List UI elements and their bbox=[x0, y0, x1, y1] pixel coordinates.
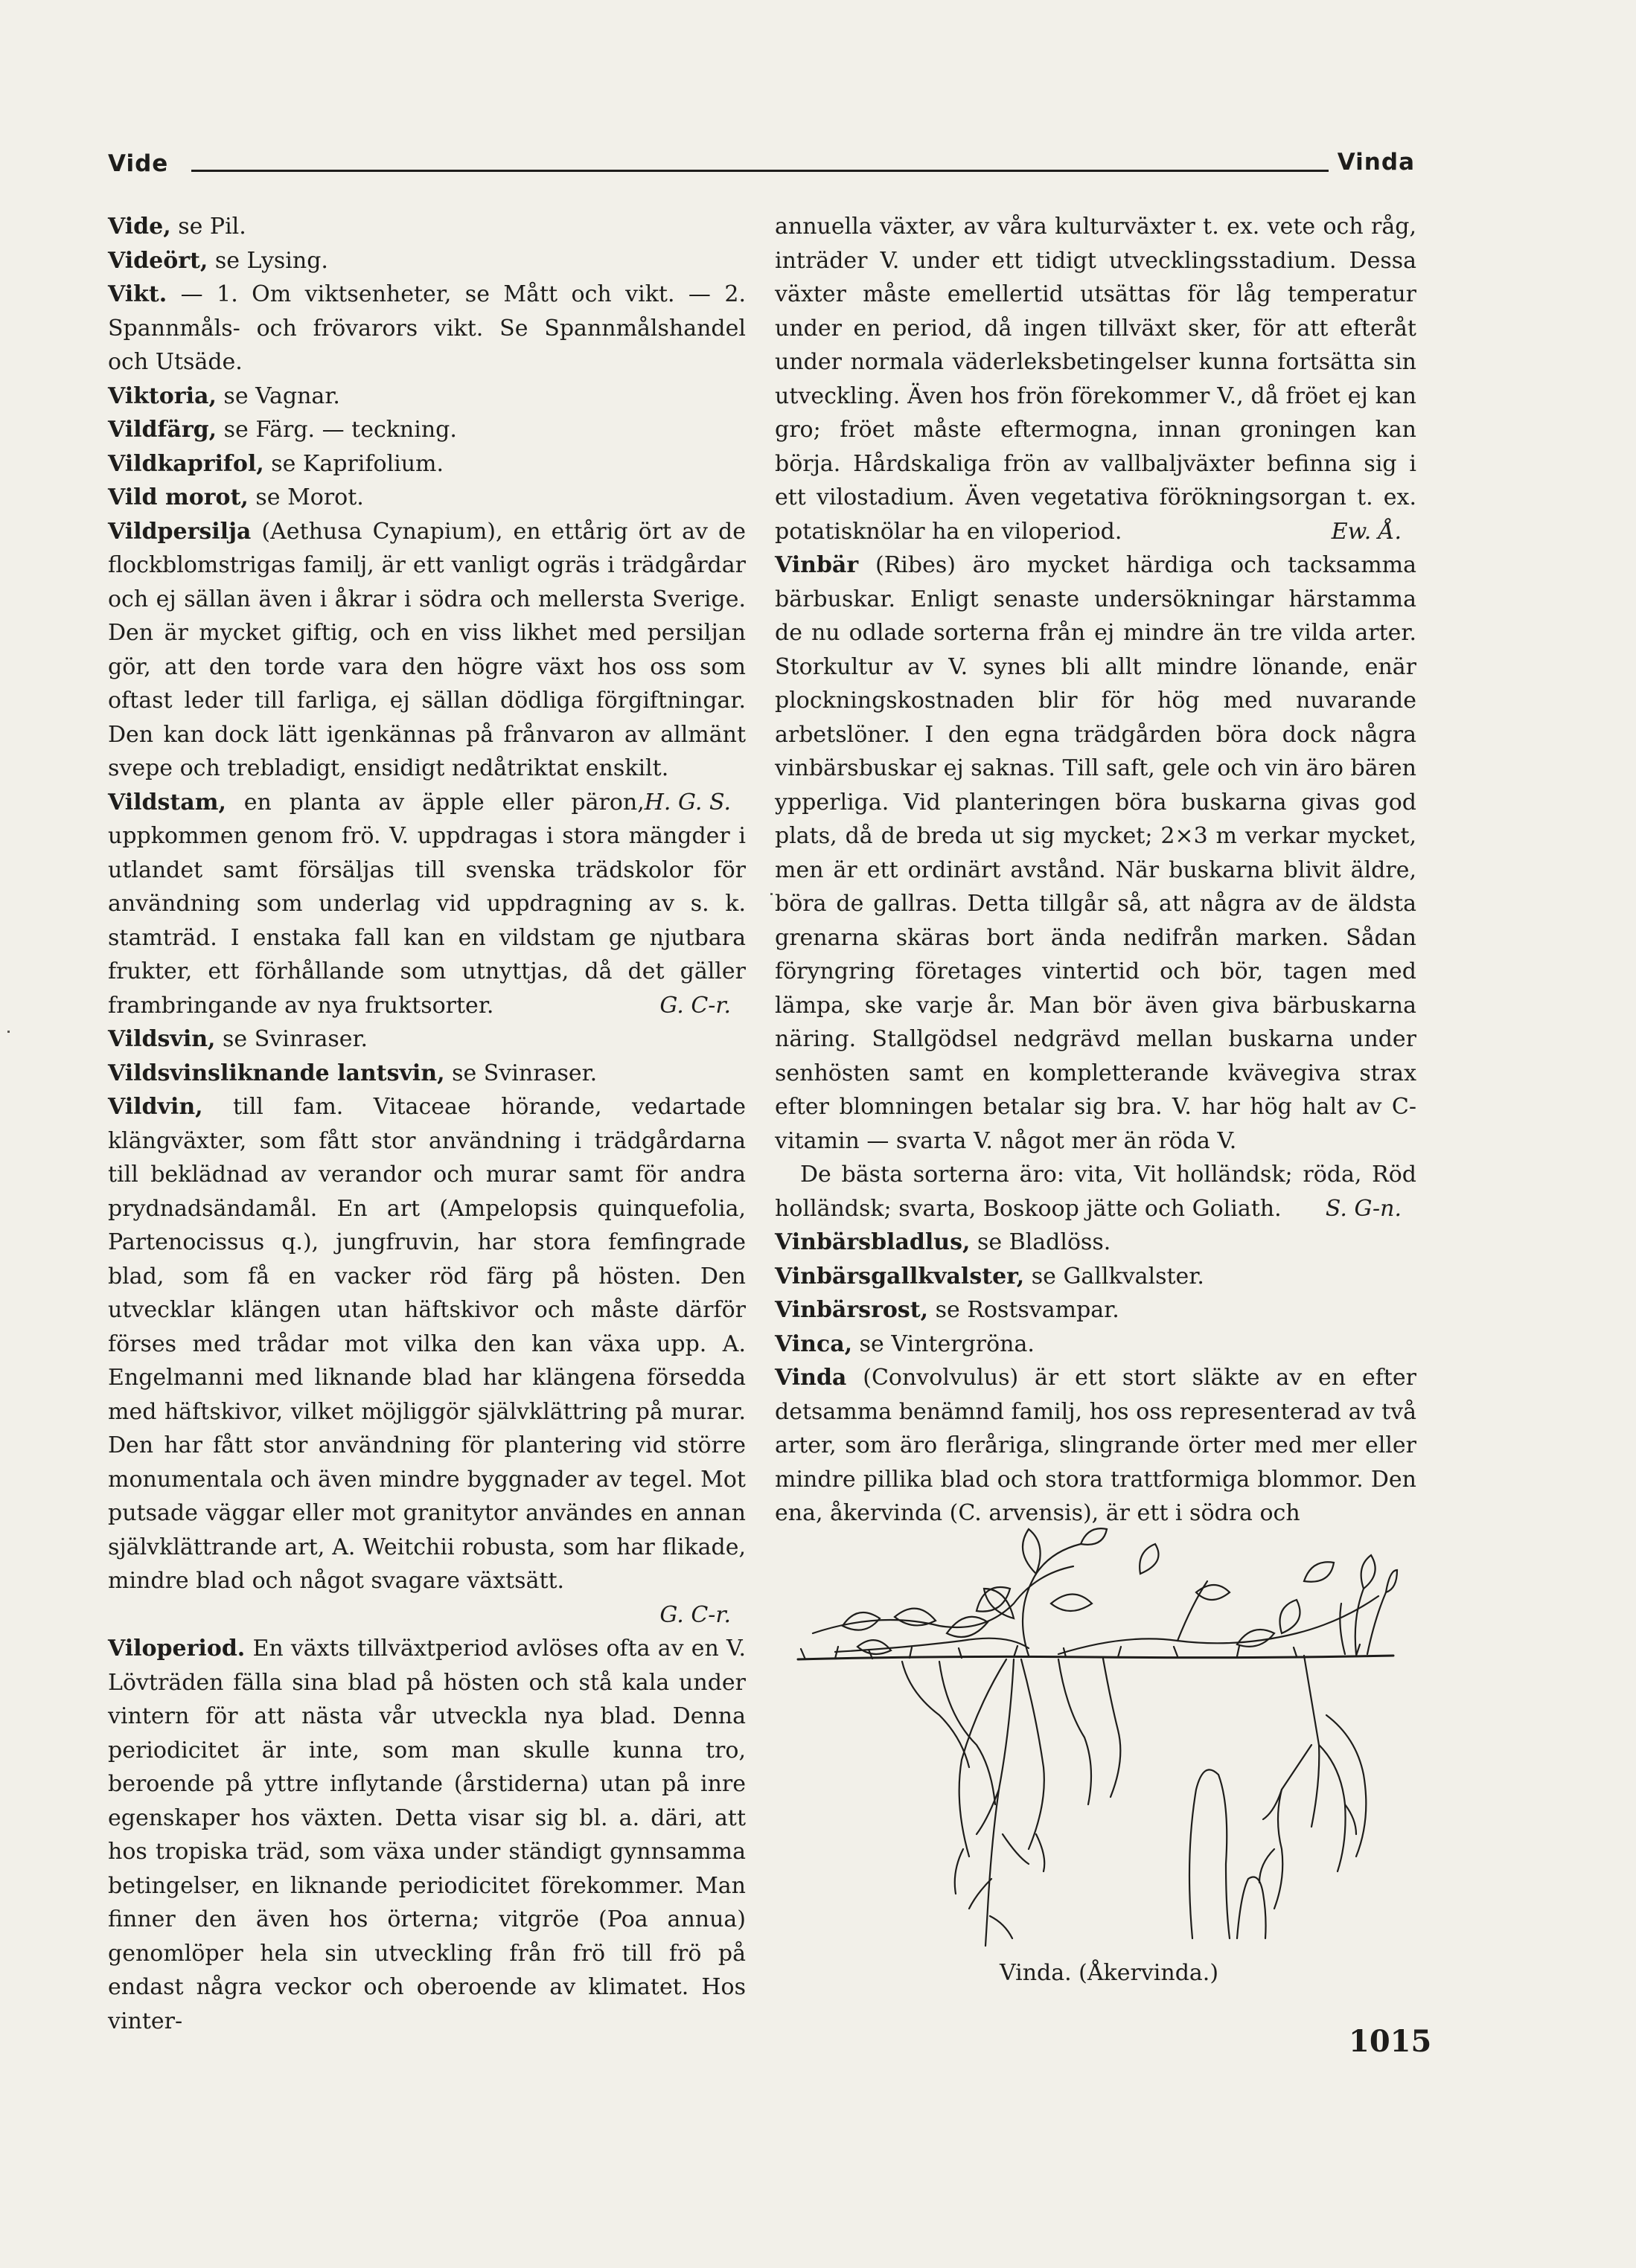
headword: Vinbär bbox=[775, 552, 859, 578]
author-signature: Ew. Å. bbox=[1331, 518, 1402, 545]
entry bbox=[108, 447, 746, 481]
headword: Vinbärsgallkvalster, bbox=[775, 1263, 1025, 1290]
entry bbox=[108, 278, 746, 379]
headword: Vinbärsrost, bbox=[775, 1297, 929, 1323]
headword: Vildvin, bbox=[108, 1094, 203, 1120]
headword: Vikt. bbox=[108, 281, 167, 307]
entry-text: se Pil. bbox=[170, 214, 246, 240]
author-signature: S. G-n. bbox=[1325, 1195, 1402, 1222]
scan-speck bbox=[7, 1031, 10, 1033]
running-header bbox=[108, 149, 1415, 193]
headword: Vinda bbox=[775, 1365, 847, 1391]
entry bbox=[108, 1022, 746, 1057]
left-guide-word: Vide bbox=[108, 150, 169, 177]
entry bbox=[775, 1226, 1416, 1260]
entry-text: (Ribes) äro mycket härdiga och tacksamma bärbuskar. Enligt senaste undersökningar härstamma de nu odlade sorterna från ej mindre än tre vilda arter. Storkultur av V. synes bli allt mindre lönande, enär plockningskostnaden blir för hög med nuvarande arbetslöner. I den egna trädgården böra dock några vinbärsbuskar ej saknas. Till saft, gele och vin äro bären ypperliga. Vid planteringen böra buskarna givas god plats, då de breda ut sig mycket; 2×3 m verkar mycket, men är ett ordinärt avstånd. När buskarna blivit äldre, böra de gallras. Detta tillgår så, att några av de äldsta grenarna skäras bort ända nedifrån marken. Sådan föryngring företages vintertid och bör, tagen med lämpa, ske varje år. Man bör även giva bärbuskarna näring. Stallgödsel nedgrävd mellan buskarna under senhösten samt en kompletterande kvävegiva strax efter blomningen betalar sig bra. V. har hög halt av C-vitamin — svarta V. något mer än röda V. bbox=[775, 552, 1416, 1154]
headword: Vildstam, bbox=[108, 789, 226, 816]
headword: Vildfärg, bbox=[108, 417, 217, 443]
headword: Vild morot, bbox=[108, 484, 249, 510]
entry-text: en planta av äpple eller päron, uppkommen genom frö. V. uppdragas i stora mängder i utlandet samt försäljas till svenska trädskolor för användning som underlag vid uppdragning av s. k. stamträd. I enstaka fall kan en vildstam ge njutbara frukter, ett förhållande som utnyttjas, då det gäller frambringande av nya fruktsorter. bbox=[108, 789, 746, 1019]
headword: Viktoria, bbox=[108, 382, 217, 409]
entry-text: se Kaprifolium. bbox=[263, 450, 444, 477]
entry bbox=[108, 1057, 746, 1091]
entry bbox=[775, 1293, 1416, 1327]
entry-text: till fam. Vitaceae hörande, vedartade klängväxter, som fått stor användning i trädgårdarna till beklädnad av verandor och murar samt för andra prydnadsändamål. En art (Ampelopsis quinquefolia, Partenocissus q.), jungfruvin, har stora femfingrade blad, som få en vacker röd färg på hösten. Den utvecklar klängen utan häftskivor och måste därför förses med trådar mot vilka den kan växa upp. A. Engelmanni med liknande blad har klängena försedda med häftskivor, vilket möjliggör självklättring på murar. Den har fått stor användning för plantering vid större monumentala och även mindre byggnader av tegel. Mot putsade väggar eller mot granitytor användes en annan självklättrande art, A. Weitchii robusta, som har flikade, mindre blad och något svagare växtsätt. bbox=[108, 1094, 746, 1594]
headword: Vildpersilja bbox=[108, 518, 252, 545]
right-column bbox=[775, 210, 1416, 1531]
entry bbox=[108, 379, 746, 414]
entry-text: se Svinraser. bbox=[444, 1060, 598, 1086]
headword: Vildkaprifol, bbox=[108, 450, 264, 477]
entry-text: se Bladlöss. bbox=[970, 1229, 1111, 1255]
entry-text: (Aethusa Cynapium), en ettårig ört av de flockblomstrigas familj, är ett vanligt ogräs i trädgårdar och ej sällan även i åkrar i södra och mellersta Sverige. Den är mycket giftig, och en viss likhet med persiljan gör, att den torde vara den högre växt hos oss som oftast leder till farliga, ej sällan dödliga förgiftningar. Den kan dock lätt igenkännas på frånvaron av allmänt svepe och trebladigt, ensidigt nedåtriktat enskilt. bbox=[108, 518, 746, 781]
entry bbox=[775, 1361, 1416, 1531]
entry-text: se Färg. — teckning. bbox=[217, 417, 457, 443]
author-signature: G. C-r. bbox=[659, 1601, 731, 1628]
entry bbox=[775, 210, 1416, 548]
left-column bbox=[108, 210, 746, 2038]
entry-text: se Lysing. bbox=[208, 247, 328, 274]
entry bbox=[108, 1090, 746, 1598]
entry-text: se Vagnar. bbox=[216, 382, 340, 409]
entry-text: se Morot. bbox=[248, 484, 364, 510]
headword: Videört, bbox=[108, 247, 208, 274]
headword: Vinbärsbladlus, bbox=[775, 1229, 971, 1255]
entry-text: De bästa sorterna äro: vita, Vit holländsk; röda, Röd holländsk; svarta, Boskoop jätte och Goliath. bbox=[775, 1162, 1416, 1222]
entry-text: se Rostsvampar. bbox=[928, 1297, 1119, 1323]
headword: Vinca, bbox=[775, 1330, 853, 1357]
headword: Vide, bbox=[108, 214, 171, 240]
headword: Viloperiod. bbox=[108, 1636, 246, 1662]
entry bbox=[775, 548, 1416, 1158]
entry-text: se Vintergröna. bbox=[852, 1330, 1035, 1357]
entry bbox=[108, 786, 746, 1023]
entry bbox=[108, 210, 746, 244]
entry-text: (Convolvulus) är ett stort släkte av en efter detsamma benämnd familj, hos oss representerad av två arter, som äro fleråriga, slingrande örter med mer eller mindre pillika blad och stora trattformiga blommor. Den ena, åkervinda (C. arvensis), är ett i södra och bbox=[775, 1365, 1416, 1526]
entry-text: — 1. Om viktsenheter, se Mått och vikt. — 2. Spannmåls- och frövarors vikt. Se Spannmålshandel och Utsäde. bbox=[108, 281, 746, 375]
entry bbox=[108, 413, 746, 447]
headword: Vildsvin, bbox=[108, 1026, 216, 1052]
entry bbox=[108, 1632, 746, 2038]
header-rule bbox=[191, 170, 1329, 172]
vinda-illustration bbox=[790, 1522, 1401, 1961]
entry bbox=[775, 1260, 1416, 1294]
entry bbox=[775, 1158, 1416, 1226]
figure-caption: Vinda. (Åkervinda.) bbox=[999, 1960, 1219, 1986]
headword: Vildsvinsliknande lantsvin, bbox=[108, 1060, 445, 1086]
author-signature: H. G. S. bbox=[644, 789, 731, 816]
entry-text: En växts tillväxtperiod avlöses ofta av en V. Lövträden fälla sina blad på hösten och stå kala under vintern för att nästa vår utveckla nya blad. Denna periodicitet är inte, som man skulle kunna tro, beroende på yttre inflytande (årstiderna) utan på inre egenskaper hos växten. Detta visar sig bl. a. däri, att hos tropiska träd, som växa under ständigt gynnsamma betingelser, en liknande periodicitet förekommer. Man finner den även hos örterna; vitgröe (Poa annua) genomlöper hela sin utveckling från frö till frö på endast några veckor och oberoende av klimatet. Hos vinter- bbox=[108, 1636, 746, 2034]
entry-text: annuella växter, av våra kulturväxter t. ex. vete och råg, inträder V. under ett tidigt utvecklingsstadium. Dessa växter måste emellertid utsättas för låg temperatur under en period, då ingen tillväxt sker, för att efteråt under normala väderleksbetingelser kunna fortsätta sin utveckling. Även hos frön förekommer V., då fröet ej kan gro; fröet måste eftermogna, innan groningen kan börja. Hårdskaliga frön av vallbaljväxter befinna sig i ett vilostadium. Även vegetativa förökningsorgan t. ex. potatisknölar ha en viloperiod. bbox=[775, 214, 1416, 545]
entry-text: se Svinraser. bbox=[215, 1026, 368, 1052]
entry-text: se Gallkvalster. bbox=[1024, 1263, 1204, 1290]
author-signature: G. C-r. bbox=[659, 992, 731, 1019]
page-number: 1015 bbox=[1349, 2024, 1432, 2059]
scan-speck bbox=[770, 893, 773, 895]
entry bbox=[108, 481, 746, 515]
right-guide-word: Vinda bbox=[1337, 149, 1415, 176]
entry bbox=[108, 244, 746, 278]
entry bbox=[775, 1327, 1416, 1362]
